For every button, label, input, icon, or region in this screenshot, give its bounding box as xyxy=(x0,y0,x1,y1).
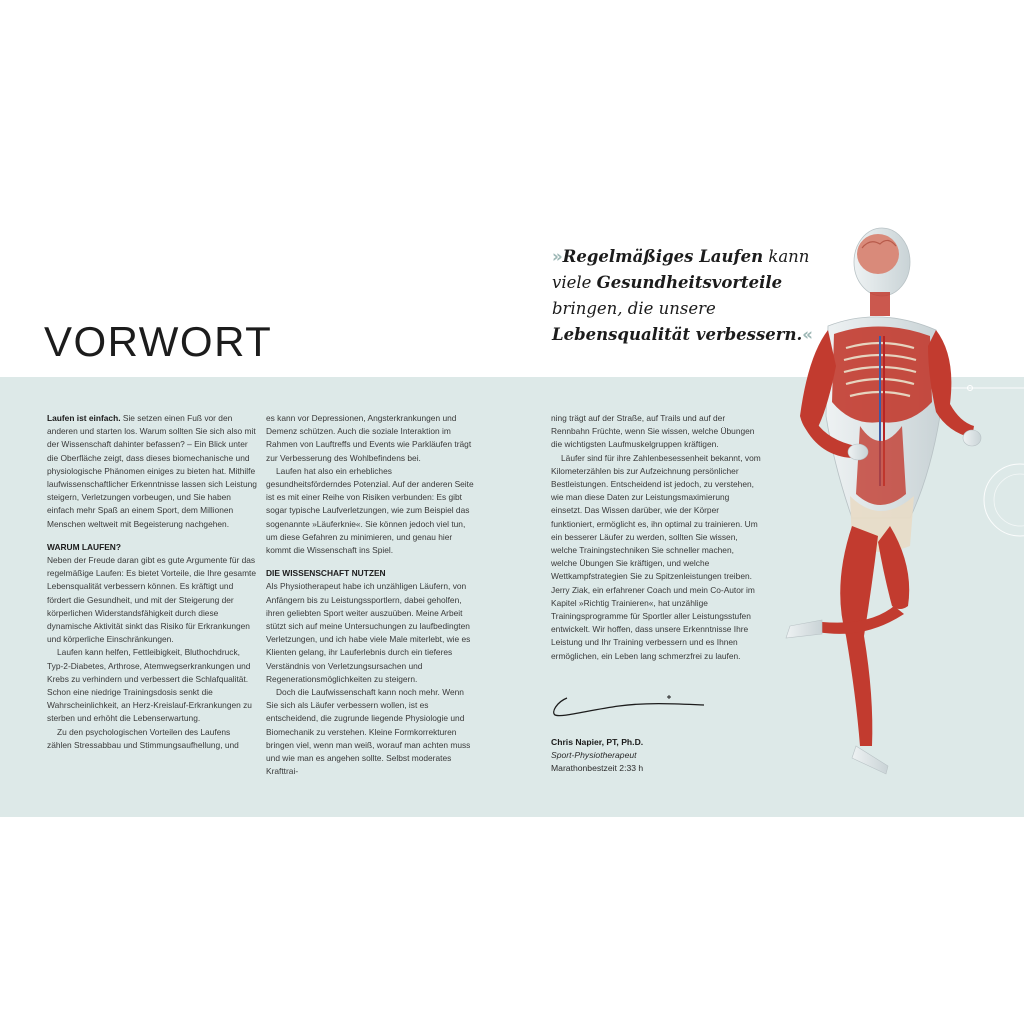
intro-paragraph xyxy=(47,412,257,531)
heading-wissenschaft-nutzen: DIE WISSENSCHAFT NUTZEN xyxy=(266,568,386,579)
text-column-2 xyxy=(266,412,476,778)
intro-lead: Laufen ist einfach. xyxy=(47,413,121,423)
intro-text: Sie setzen einen Fuß vor den anderen und starten los. Warum sollten Sie sich also mit der Wissenschaft dahinter befassen? – Ein Blick unter die Oberfläche zeigt, dass dieses biomechanische und physiologische Phänomen einiges zu bieten hat. Mithilfe laufwissenschaftlicher Erkenntnisse lassen sich Leistung steigern, Verletzungen vorbeugen, und Sie haben einfach mehr Spaß an einem Sport, dem Millionen Menschen weltweit mit Begeisterung nachgehen. xyxy=(47,413,257,529)
paragraph: Zu den psychologischen Vorteilen des Laufens zählen Stressabbau und Stimmungsaufhellung, und xyxy=(47,726,239,750)
heading-warum-laufen: WARUM LAUFEN? xyxy=(47,541,121,552)
text-column-1 xyxy=(47,412,257,752)
paragraph: Laufen hat also ein erhebliches gesundheitsförderndes Potenzial. Auf der anderen Seite ist es mit einer Reihe von Risiken verbunden: Es gibt sogar typische Laufverletzungen, wie zum Beispiel das sogenannte »Läuferknie«. Sie können jedoch viel tun, um diese Gefahren zu minimieren, und genau hier kommt die Wissenschaft ins Spiel. xyxy=(266,465,474,556)
paragraph: es kann vor Depressionen, Angsterkrankungen und Demenz schützen. Auch die soziale Interaktion im Rahmen von Lauftreffs und Events wie Parkläufen trägt zur Verbesserung des Wohlbefindens bei. xyxy=(266,413,472,463)
anatomy-runner-illustration xyxy=(760,226,990,796)
quote-open-mark: » xyxy=(552,247,563,266)
page-title: VORWORT xyxy=(44,318,273,365)
author-best-time: Marathonbestzeit 2:33 h xyxy=(551,763,644,773)
quote-part-5: Lebensqualität verbessern. xyxy=(552,325,803,344)
quote-part-4: bringen, die unsere xyxy=(552,299,716,318)
paragraph: Neben der Freude daran gibt es gute Argumente für das regelmäßige Laufen: Es bietet Vorteile, die Ihre gesamte Lebensqualität verbessern können. Es kräftigt und fördert die Gesundheit, und mit der Steigerung der körperlichen Widerstandsfähigkeit durch diese dynamische Aktivität sinkt das Risiko für Erkrankungen und körperliche Einschränkungen. xyxy=(47,555,257,645)
author-block xyxy=(551,736,643,775)
paragraph: Laufen kann helfen, Fettleibigkeit, Bluthochdruck, Typ-2-Diabetes, Arthrose, Atemwegserkrankungen und Krebs zu verhindern und verbessert die Schlafqualität. Schon eine niedrige Trainingsdosis senkt die Wahrscheinlichkeit, an Herz-Kreislauf-Erkrankungen zu sterben und erhöht die Lebenserwartung. xyxy=(47,647,252,724)
quote-part-2: kann viele xyxy=(552,247,810,292)
quote-part-3: Gesundheitsvorteile xyxy=(596,273,783,292)
text-column-3 xyxy=(551,412,761,663)
paragraph: Als Physiotherapeut habe ich unzähligen Läufern, von Anfängern bis zu Leistungssportlern, dabei geholfen, ihren geliebten Sport weiter auszuüben. Meine Arbeit stützt sich auf meine Untersuchungen zu laufbedingten Verletzungen, und ich habe viele Male miterlebt, wie es Klienten gelang, ihr Lauferlebnis durch ein tieferes Verständnis von Verletzungsursachen und Regenerationsmöglichkeiten zu steigern. xyxy=(266,581,471,684)
author-name: Chris Napier, PT, Ph.D. xyxy=(551,737,644,747)
paragraph: Läufer sind für ihre Zahlenbesessenheit bekannt, vom Kilometerzählen bis zur Aufzeichnung persönlicher Bestleistungen. Entscheidend ist jedoch, zu verstehen, wie man diese Daten zur Leistungsmaximierung einsetzt. Das Wissen darüber, wie der Körper funktioniert, ermöglicht es, ihn optimal zu trainieren. Um ein besserer Läufer zu werden, sollten Sie wissen, welche Trainingstechniken Sie schneller machen, welche Übungen Sie kräftigen, und welche Wettkampfstrategien Sie zu Spitzenleistungen treiben. Jerry Ziak, ein erfahrener Coach und mein Co-Autor im Kapitel »Richtig Trainieren«, hat unzählige Trainingsprogramme für Sportler aller Leistungsstufen entwickelt. Wir hoffen, dass unsere Erkenntnisse Ihre Leistung und Ihr Training verbessern und es Ihnen ermöglichen, ein Leben lang schmerzfrei zu laufen. xyxy=(551,452,761,661)
paragraph: Doch die Laufwissenschaft kann noch mehr. Wenn Sie sich als Läufer verbessern wollen, ist es entscheidend, die zugrunde liegende Physiologie und Biomechanik zu verstehen. Kleine Formkorrekturen bringen viel, wenn man weiß, worauf man achten muss und wie man es angehen sollte. Selbst moderates Krafttrai- xyxy=(266,687,471,777)
quote-part-1: Regelmäßiges Laufen xyxy=(562,247,764,266)
signature-image xyxy=(549,688,709,722)
paragraph: ning trägt auf der Straße, auf Trails und auf der Rennbahn Früchte, wenn Sie wissen, welche Übungen die wichtigsten Laufmuskelgruppen kräftigen. xyxy=(551,413,755,450)
author-role: Sport-Physiotherapeut xyxy=(551,750,637,760)
quote-close-mark: « xyxy=(802,325,813,344)
